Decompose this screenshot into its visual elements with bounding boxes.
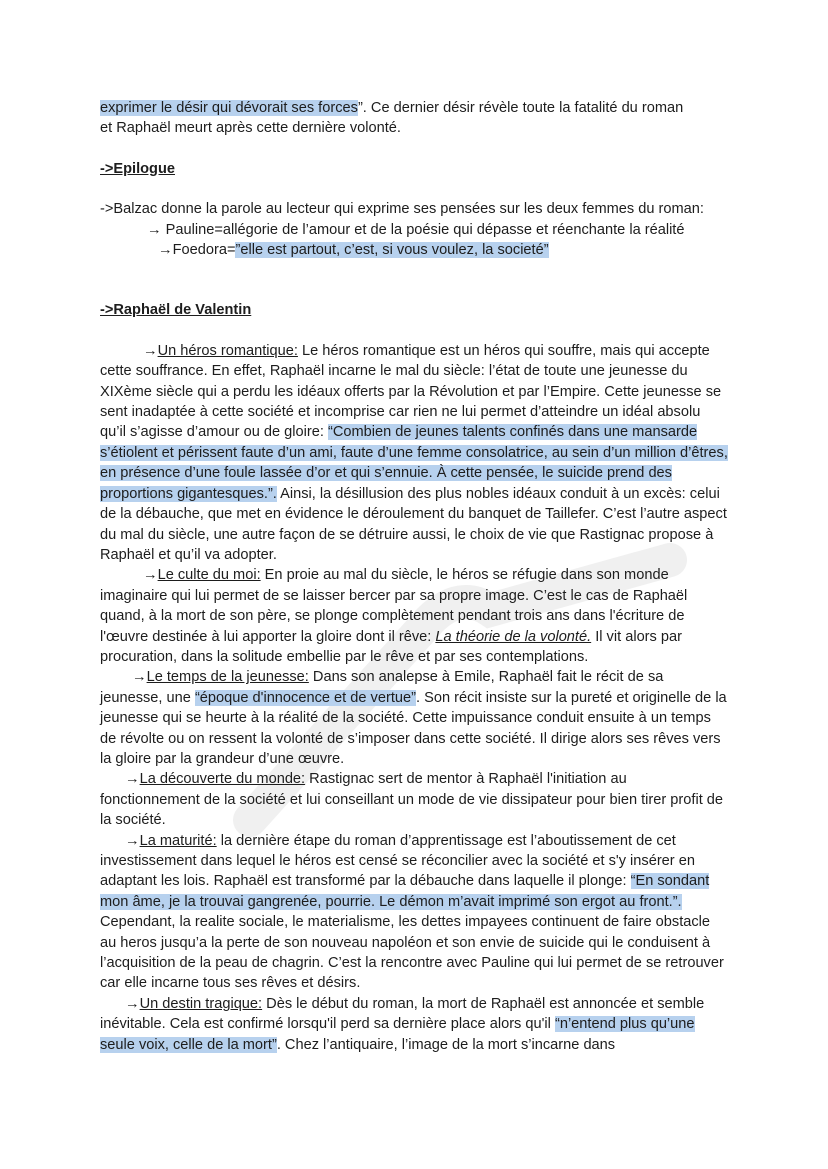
foedora-quote-highlight: ”elle est partout, c’est, si vous voulez, la societé” bbox=[235, 242, 549, 259]
intro-paragraph bbox=[100, 98, 728, 139]
arrow-glyph: → bbox=[143, 567, 158, 584]
arrow-glyph: → bbox=[132, 669, 147, 686]
paragraph-text-after: . Son récit insiste sur la pureté et originelle de la jeunesse qui se heurte à la réalité de la société. Cette impuissance conduit ensuite à un temps de révolte ou on ressent la volonté de s’imposer dans cette société. Il dirige alors ses rêves vers la gloire par la grandeur d’une œuvre. bbox=[100, 689, 727, 767]
paragraph-text-after: Cependant, la realite sociale, le materialisme, les dettes impayees continuent de faire obstacle au heros jusqu’a la perte de son nouveau napoléon et son envie de suicide qui le conduisent à l’acquisition de la peau de chagrin. C’est la rencontre avec Pauline qui lui permet de se retrouver car elle incarne tous ses rêves et désirs. bbox=[100, 914, 724, 992]
foedora-label: →Foedora= bbox=[158, 242, 236, 259]
arrow-glyph: → bbox=[143, 342, 158, 359]
quote-highlight: “époque d'innocence et de vertue” bbox=[194, 689, 416, 706]
epilogue-intro: ->Balzac donne la parole au lecteur qui exprime ses pensées sur les deux femmes du roman: bbox=[100, 201, 704, 218]
document-content bbox=[100, 98, 728, 1055]
section-label: Le temps de la jeunesse: bbox=[146, 669, 309, 686]
arrow-glyph: → bbox=[125, 771, 140, 788]
paragraph-text-after: Ainsi, la désillusion des plus nobles idéaux conduit à un excès: celui de la débauche, que met en évidence le déroulement du banquet de Taillefer. C’est l’autre aspect du mal du siècle, une autre façon de se détruire aussi, le choix de vie que Rastignac propose à Raphaël et qu’il va adopter. bbox=[100, 485, 727, 563]
paragraph-text: Le héros romantique est un héros qui souffre, mais qui accepte cette souffrance. En effet, Raphaël incarne le mal du siècle: l’état de toute une jeunesse du XIXème siècle qui a perdu les idéaux offerts par la Révolution et par l’Empire. Cette jeunesse se sent inadaptée à cette société et incomprise car rien ne lui permet d’atteindre un idéal absolu qu’il s’agisse d’amour ou de gloire: bbox=[100, 342, 722, 441]
section-label: Le culte du moi: bbox=[157, 567, 261, 584]
section-label: Un héros romantique: bbox=[157, 342, 298, 359]
paragraph-temps-jeunesse bbox=[100, 667, 728, 769]
paragraph-destin-tragique bbox=[100, 994, 728, 1055]
epilogue-foedora bbox=[100, 240, 728, 260]
arrow-glyph: → bbox=[125, 832, 140, 849]
paragraph-text: la dernière étape du roman d’apprentissage est l’aboutissement de cet investissement dans lequel le héros est censé se réconcilier avec la société et s'y insérer en adaptant les lois. Raphaël est transformé par la débauche dans laquelle il plonge: bbox=[100, 832, 695, 890]
paragraph-text: Rastignac sert de mentor à Raphaël l'initiation au fonctionnement de la société et lui conseillant un mode de vie dissipateur pour bien tirer profit de la société. bbox=[100, 771, 724, 829]
paragraph-culte-du-moi bbox=[100, 565, 728, 667]
epilogue-pauline: → Pauline=allégorie de l’amour et de la poésie qui dépasse et réenchante la réalité bbox=[147, 221, 685, 238]
quote-highlight: “n’entend plus qu’une seule voix, celle de la mort” bbox=[100, 1016, 695, 1053]
quote-highlight: “En sondant mon âme, je la trouvai gangrenée, pourrie. Le démon m’avait imprimé son ergot au front.”. bbox=[100, 873, 710, 910]
epilogue-heading: ->Epilogue bbox=[100, 160, 175, 177]
work-title: La théorie de la volonté. bbox=[435, 628, 592, 645]
paragraph-heros-romantique bbox=[100, 341, 728, 565]
quote-highlight: “Combien de jeunes talents confinés dans une mansarde s’étiolent et périssent faute d’un ami, faute d’une femme consolatrice, au sein d’un million d’êtres, en présence d’une foule lassée d’or et qui s’ennuie. À cette pensée, le suicide prend des proportions gigantesques.”. bbox=[100, 424, 728, 502]
intro-line2: et Raphaël meurt après cette dernière volonté. bbox=[100, 120, 401, 137]
section-label: La maturité: bbox=[139, 832, 217, 849]
paragraph-maturite bbox=[100, 831, 728, 994]
paragraph-decouverte-monde bbox=[100, 769, 728, 830]
intro-text: ”. Ce dernier désir révèle toute la fatalité du roman bbox=[357, 100, 684, 116]
section-label: Un destin tragique: bbox=[139, 995, 263, 1012]
paragraph-text: Dès le début du roman, la mort de Raphaël est annoncée et semble inévitable. Cela est confirmé lorsqu'il perd sa dernière place alors qu'il bbox=[100, 995, 705, 1033]
intro-quote-highlight: exprimer le désir qui dévorait ses forces bbox=[100, 100, 358, 116]
raphael-heading: ->Raphaël de Valentin bbox=[100, 302, 252, 319]
paragraph-text-after: . Chez l’antiquaire, l’image de la mort s’incarne dans bbox=[276, 1036, 616, 1053]
paragraph-text: Dans son analepse à Emile, Raphaël fait le récit de sa jeunesse, une bbox=[100, 669, 664, 706]
arrow-glyph: → bbox=[125, 995, 140, 1012]
section-label: La découverte du monde: bbox=[139, 771, 306, 788]
paragraph-text-after: Il vit alors par procuration, dans la solitude embellie par le rêve et par ses contemplations. bbox=[100, 628, 682, 665]
paragraph-text: En proie au mal du siècle, le héros se réfugie dans son monde imaginaire qui lui permet de se laisser bercer par sa propre image. C’est le cas de Raphaël quand, à la mort de son père, se plonge complètement pendant trois ans dans l'écriture de l'œuvre destinée à lui apporter la gloire dont il rêve: bbox=[100, 567, 688, 645]
